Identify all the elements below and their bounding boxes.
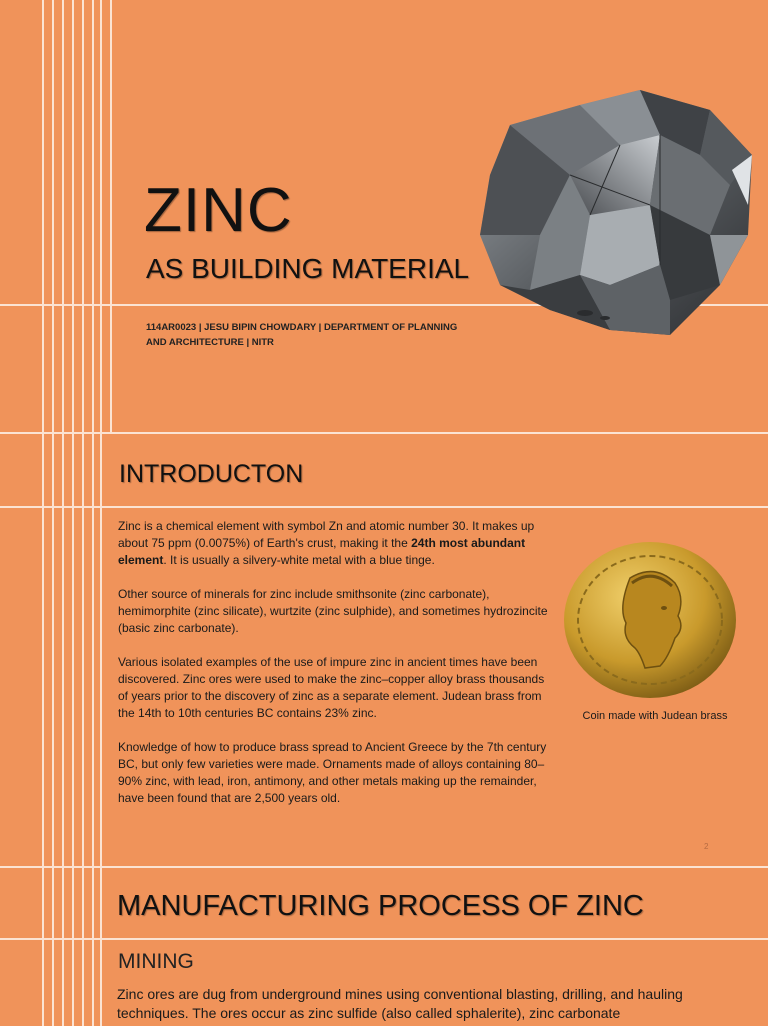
section-subheading: MINING — [118, 950, 194, 973]
decor-vline — [52, 434, 54, 866]
bold-text: 24th most abundant element — [118, 536, 526, 567]
text-span: Zinc is a chemical element with symbol Zn and atomic number 30. It makes up about 75 ppm (0.0075%) of Earth's crust, making it the — [118, 519, 535, 550]
decor-vline — [62, 0, 64, 432]
decor-vline — [82, 868, 84, 1026]
decor-hline — [0, 938, 768, 940]
page-number: 2 — [704, 842, 709, 851]
author-line: 114AR0023 | JESU BIPIN CHOWDARY | DEPARTMENT OF PLANNING AND ARCHITECTURE | NITR — [146, 322, 458, 348]
text-span: . It is usually a silvery-white metal with a blue tinge. — [163, 553, 435, 567]
zinc-ore-rock-icon — [470, 85, 760, 345]
decor-vline — [110, 0, 112, 432]
decor-vline — [72, 868, 74, 1026]
intro-paragraph: Other source of minerals for zinc include smithsonite (zinc carbonate), hemimorphite (zinc silicate), wurtzite (zinc sulphide), and sometimes hydrozincite (basic zinc carbonate). — [118, 587, 548, 635]
decor-vline — [42, 0, 44, 432]
decor-vline — [82, 0, 84, 432]
manufacturing-slide — [0, 866, 768, 1026]
decor-hline — [0, 506, 768, 508]
decor-vline — [42, 434, 44, 866]
coin-caption: Coin made with Judean brass — [582, 710, 728, 722]
section-heading: INTRODUCTON — [119, 460, 304, 488]
decor-vline — [62, 868, 64, 1026]
decor-vline — [52, 868, 54, 1026]
intro-paragraph: Various isolated examples of the use of impure zinc in ancient times have been discovered. Zinc ores were used to make the zinc–copper alloy brass thousands of years prior to the discovery of zinc as a separate element. Judean brass from the 14th to 10th centuries BC contains 23% zinc. — [118, 655, 545, 720]
decor-vline — [100, 434, 102, 866]
decor-vline — [92, 868, 94, 1026]
decor-vline — [72, 434, 74, 866]
section-heading: MANUFACTURING PROCESS OF ZINC — [117, 890, 644, 922]
decor-vline — [92, 434, 94, 866]
decor-vline — [52, 0, 54, 432]
page-subtitle: AS BUILDING MATERIAL — [146, 253, 470, 284]
decor-vline — [100, 868, 102, 1026]
page-title: ZINC — [144, 176, 293, 245]
decor-vline — [82, 434, 84, 866]
title-slide — [0, 0, 768, 432]
decor-vline — [62, 434, 64, 866]
decor-vline — [92, 0, 94, 432]
intro-body — [118, 518, 548, 824]
decor-vline — [100, 0, 102, 432]
decor-vline — [72, 0, 74, 432]
intro-paragraph: Knowledge of how to produce brass spread to Ancient Greece by the 7th century BC, but only few varieties were made. Ornaments made of alloys containing 80–90% zinc, with lead, iron, antimony, and other metals making up the remainder, have been found that are 2,500 years old. — [118, 740, 547, 805]
introduction-slide — [0, 432, 768, 866]
intro-paragraph — [118, 518, 548, 569]
mining-body: Zinc ores are dug from underground mines using conventional blasting, drilling, and hauling techniques. The ores occur as zinc sulfide (also called sphalerite), zinc carbonate — [117, 986, 683, 1021]
decor-vline — [42, 868, 44, 1026]
judean-brass-coin-icon — [560, 538, 740, 703]
